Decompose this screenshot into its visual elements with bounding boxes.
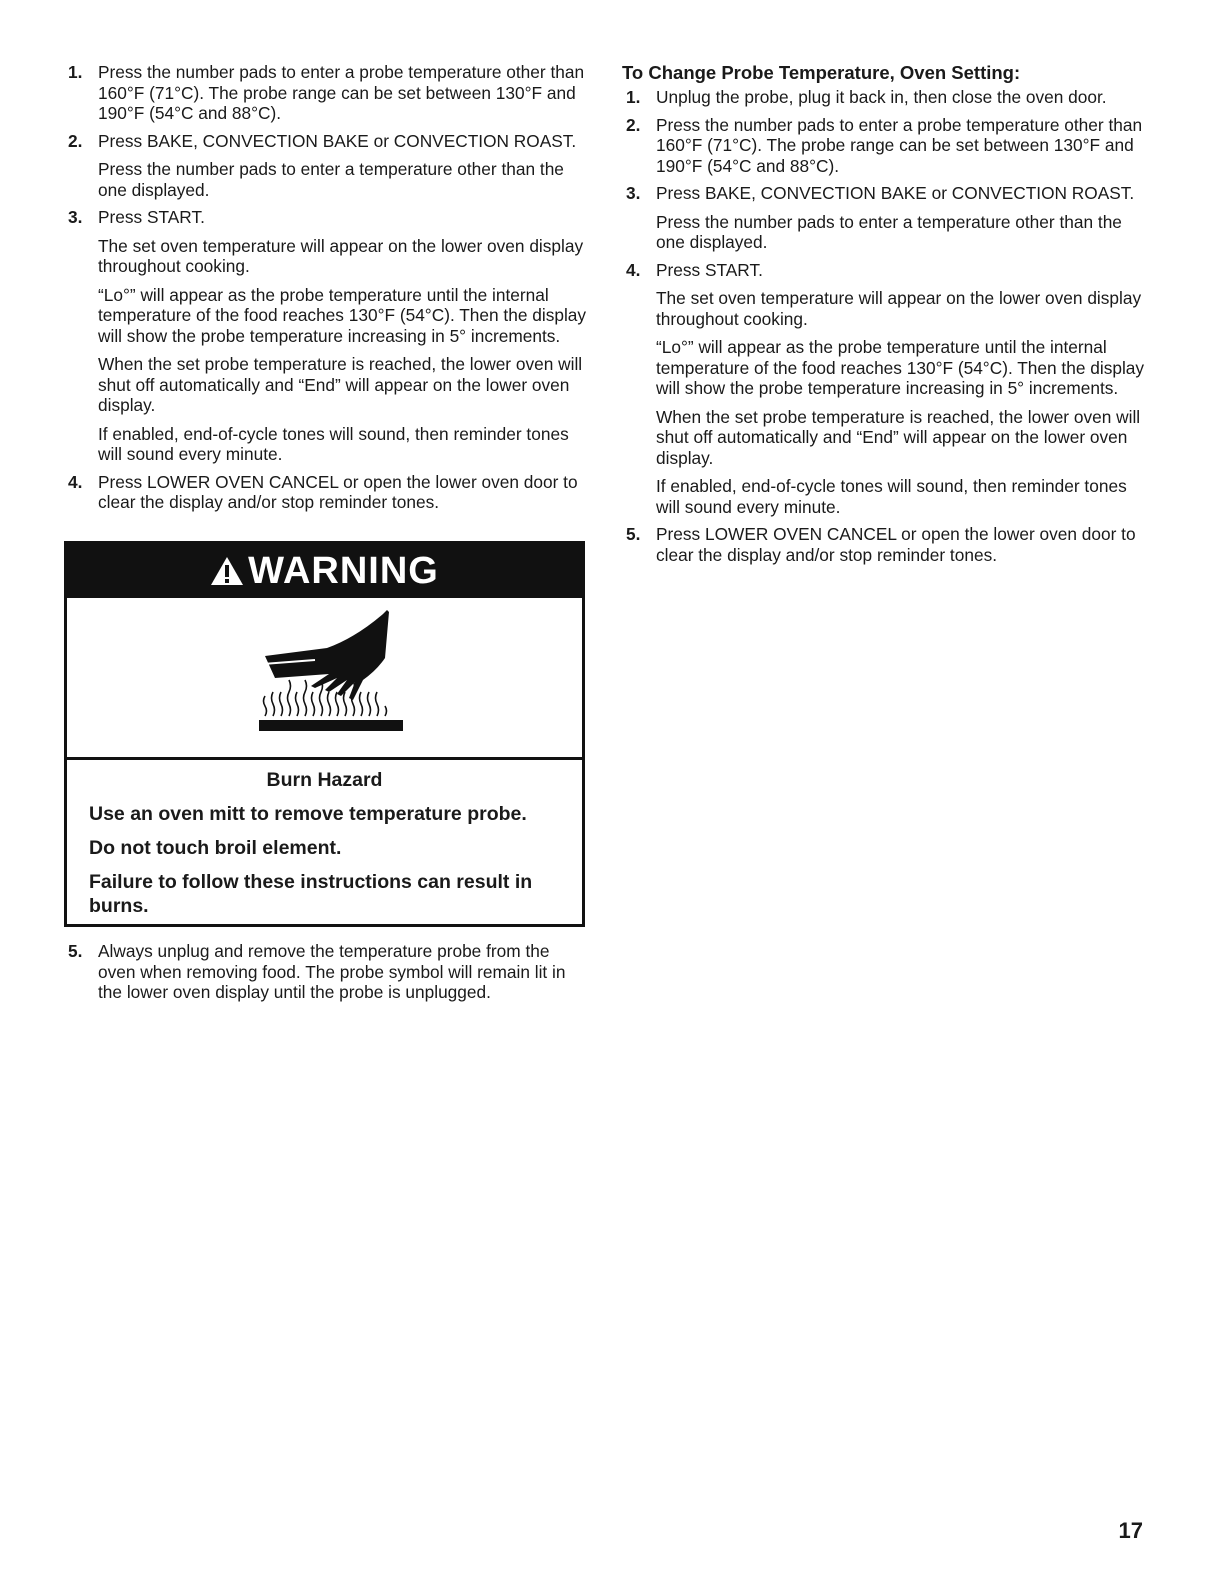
- step-number: 3.: [68, 207, 83, 227]
- list-item: [622, 87, 1152, 108]
- step-text: Press the number pads to enter a probe temperature other than 160°F (71°C). The probe range can be set between 130°F and 190°F (54°C and 88°C).: [656, 114, 1143, 176]
- step-text: The set oven temperature will appear on the lower oven display throughout cooking.: [98, 235, 584, 276]
- step-text: The set oven temperature will appear on the lower oven display throughout cooking.: [656, 288, 1142, 329]
- left-column: [64, 62, 588, 520]
- step-text: Press the number pads to enter a probe temperature other than 160°F (71°C). The probe range can be set between 130°F and 190°F (54°C and 88°C).: [98, 62, 585, 123]
- step-number: 5.: [626, 524, 641, 544]
- right-column: [622, 62, 1152, 572]
- warning-line: Use an oven mitt to remove temperature probe.: [89, 803, 527, 825]
- left-after-warning: [64, 941, 588, 1010]
- step-text: Press LOWER OVEN CANCEL or open the lower oven door to clear the display and/or stop reminder tones.: [98, 471, 578, 512]
- step-number: 3.: [626, 183, 641, 203]
- list-item: [622, 115, 1152, 177]
- step-text: Unplug the probe, plug it back in, then close the oven door.: [656, 87, 1107, 107]
- step-text: If enabled, end-of-cycle tones will sound, then reminder tones will sound every minute.: [656, 476, 1127, 517]
- list-item: [622, 524, 1152, 565]
- warning-box: [64, 541, 585, 927]
- list-item: [64, 62, 588, 124]
- step-number: 5.: [68, 941, 83, 961]
- step-text: When the set probe temperature is reached, the lower oven will shut off automatically and “End” will appear on the lower oven display.: [98, 354, 583, 415]
- list-item: [622, 260, 1152, 518]
- page-number: 17: [1118, 1518, 1143, 1543]
- step-number: 2.: [68, 130, 83, 151]
- step-text: Press the number pads to enter a temperature other than the one displayed.: [98, 159, 564, 200]
- burn-hazard-illustration: [67, 598, 582, 760]
- step-text: Press LOWER OVEN CANCEL or open the lower oven door to clear the display and/or stop reminder tones.: [656, 524, 1136, 565]
- list-item: [64, 941, 588, 1003]
- step-number: 2.: [626, 114, 641, 135]
- warning-line: Do not touch broil element.: [89, 837, 342, 859]
- list-item: [622, 183, 1152, 253]
- warning-label: WARNING: [248, 549, 439, 592]
- step-text: If enabled, end-of-cycle tones will sound, then reminder tones will sound every minute.: [98, 423, 569, 464]
- list-item: [64, 131, 588, 201]
- warning-line: Failure to follow these instructions can result in burns.: [89, 871, 533, 917]
- warning-title: Burn Hazard: [266, 769, 383, 791]
- list-item: [64, 207, 588, 465]
- step-text: Press the number pads to enter a temperature other than the one displayed.: [656, 211, 1122, 252]
- warning-text: [67, 760, 582, 918]
- warning-triangle-icon: [210, 556, 244, 586]
- warning-header: [67, 544, 582, 598]
- step-number: 1.: [68, 62, 83, 82]
- step-text: “Lo°” will appear as the probe temperature until the internal temperature of the food reaches 130°F (54°C). Then the display will show the probe temperature increasing in 5° increments.: [98, 284, 587, 346]
- step-text: Press BAKE, CONVECTION BAKE or CONVECTION ROAST.: [98, 130, 577, 151]
- section-heading: To Change Probe Temperature, Oven Setting:: [622, 62, 1021, 83]
- step-text: “Lo°” will appear as the probe temperature until the internal temperature of the food reaches 130°F (54°C). Then the display will show the probe temperature increasing in 5° increments.: [656, 337, 1145, 398]
- hand-over-heat-icon: [245, 608, 405, 748]
- step-text: Press BAKE, CONVECTION BAKE or CONVECTION ROAST.: [656, 183, 1135, 203]
- step-text: Press START.: [98, 207, 205, 227]
- step-text: Press START.: [656, 259, 763, 280]
- step-text: When the set probe temperature is reached, the lower oven will shut off automatically and “End” will appear on the lower oven display.: [656, 406, 1141, 468]
- step-number: 4.: [68, 471, 83, 492]
- step-number: 4.: [626, 259, 641, 280]
- step-text: Always unplug and remove the temperature probe from the oven when removing food. The probe symbol will remain lit in the lower oven display until the probe is unplugged.: [98, 941, 566, 1002]
- list-item: [64, 472, 588, 513]
- step-number: 1.: [626, 87, 641, 107]
